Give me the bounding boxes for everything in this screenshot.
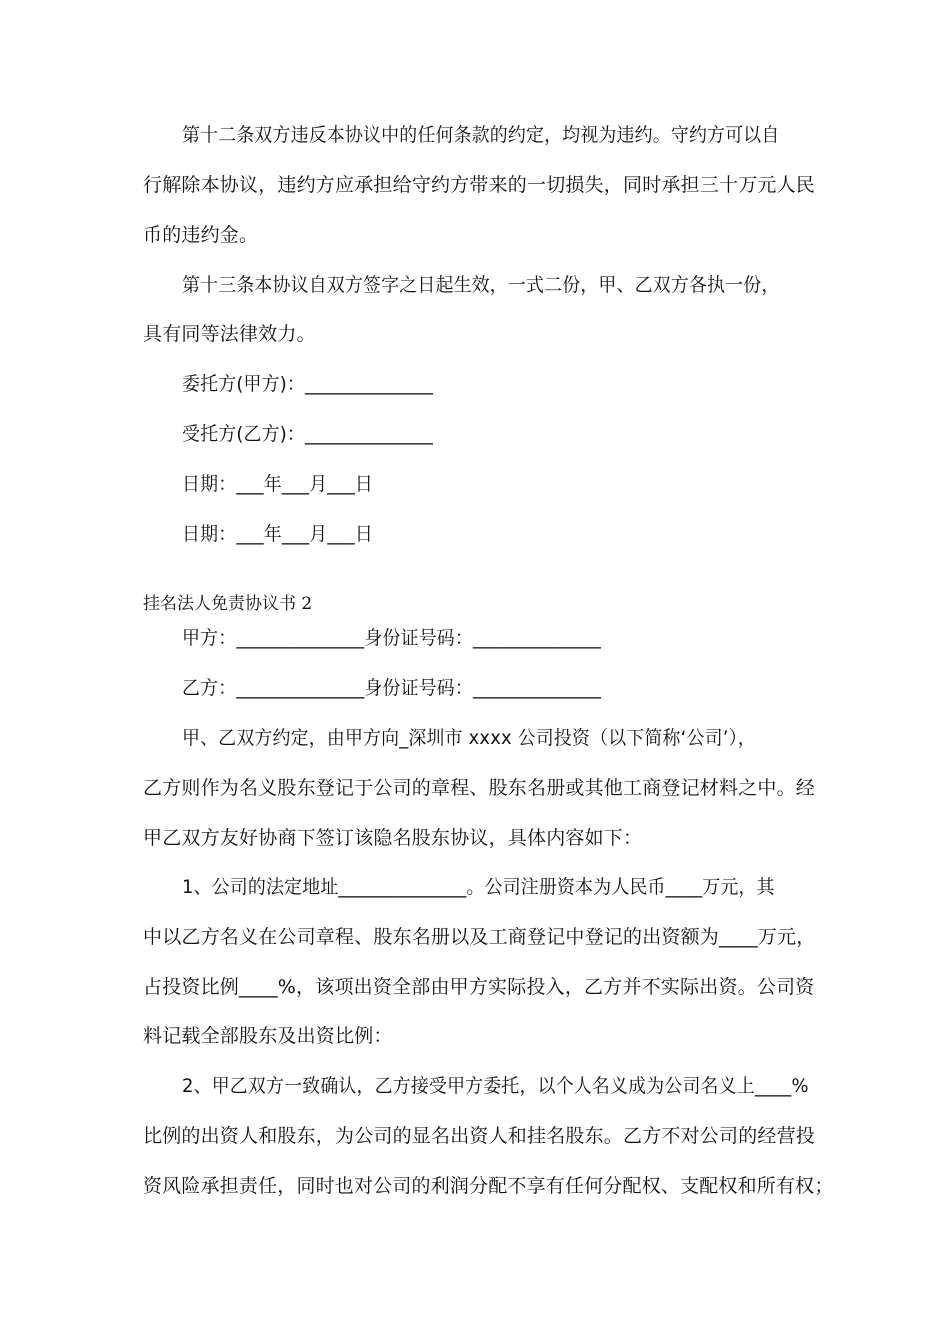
party-b-line: 乙方：______________身份证号码：______________: [182, 677, 602, 699]
intro-line-2: 乙方则作为名义股东登记于公司的章程、股东名册或其他工商登记材料之中。经: [143, 777, 816, 799]
item1-line-4: 料记载全部股东及出资比例：: [143, 1025, 393, 1047]
intro-line-3: 甲乙双方友好协商下签订该隐名股东协议，具体内容如下：: [143, 827, 643, 849]
principal-signature-line: 委托方(甲方)：______________: [182, 373, 434, 395]
item1-line-1: 1、公司的法定地址______________。公司注册资本为人民币____万元，其: [182, 876, 775, 898]
item2-line-1: 2、甲乙双方一致确认，乙方接受甲方委托，以个人名义成为公司名义上____%: [182, 1075, 809, 1097]
item2-line-2: 比例的出资人和股东，为公司的显名出资人和挂名股东。乙方不对公司的经营投: [143, 1125, 816, 1147]
item1-line-3: 占投资比例____%，该项出资全部由甲方实际投入，乙方并不实际出资。公司资: [143, 976, 815, 998]
clause13-line-1: 第十三条本协议自双方签字之日起生效，一式二份，甲、乙双方各执一份，: [182, 274, 780, 296]
clause13-line-2: 具有同等法律效力。: [143, 323, 316, 345]
intro-line-1: 甲、乙双方约定，由甲方向_深圳市 xxxx 公司投资（以下简称‘公司’），: [182, 727, 756, 749]
date-line-1: 日期：___年___月___日: [182, 473, 373, 495]
clause12-line-3: 币的违约金。: [143, 224, 259, 246]
date-line-2: 日期：___年___月___日: [182, 523, 373, 545]
clause12-line-1: 第十二条双方违反本协议中的任何条款的约定，均视为违约。守约方可以自: [182, 124, 780, 146]
item1-line-2: 中以乙方名义在公司章程、股东名册以及工商登记中登记的出资额为____万元，: [143, 926, 816, 948]
item2-line-3: 资风险承担责任，同时也对公司的利润分配不享有任何分配权、支配权和所有权；: [143, 1175, 834, 1197]
clause12-line-2: 行解除本协议，违约方应承担给守约方带来的一切损失，同时承担三十万元人民: [143, 174, 816, 196]
section-title: 挂名法人免责协议书 2: [143, 594, 313, 614]
agent-signature-line: 受托方(乙方)：______________: [182, 423, 434, 445]
party-a-line: 甲方：______________身份证号码：______________: [182, 627, 602, 649]
